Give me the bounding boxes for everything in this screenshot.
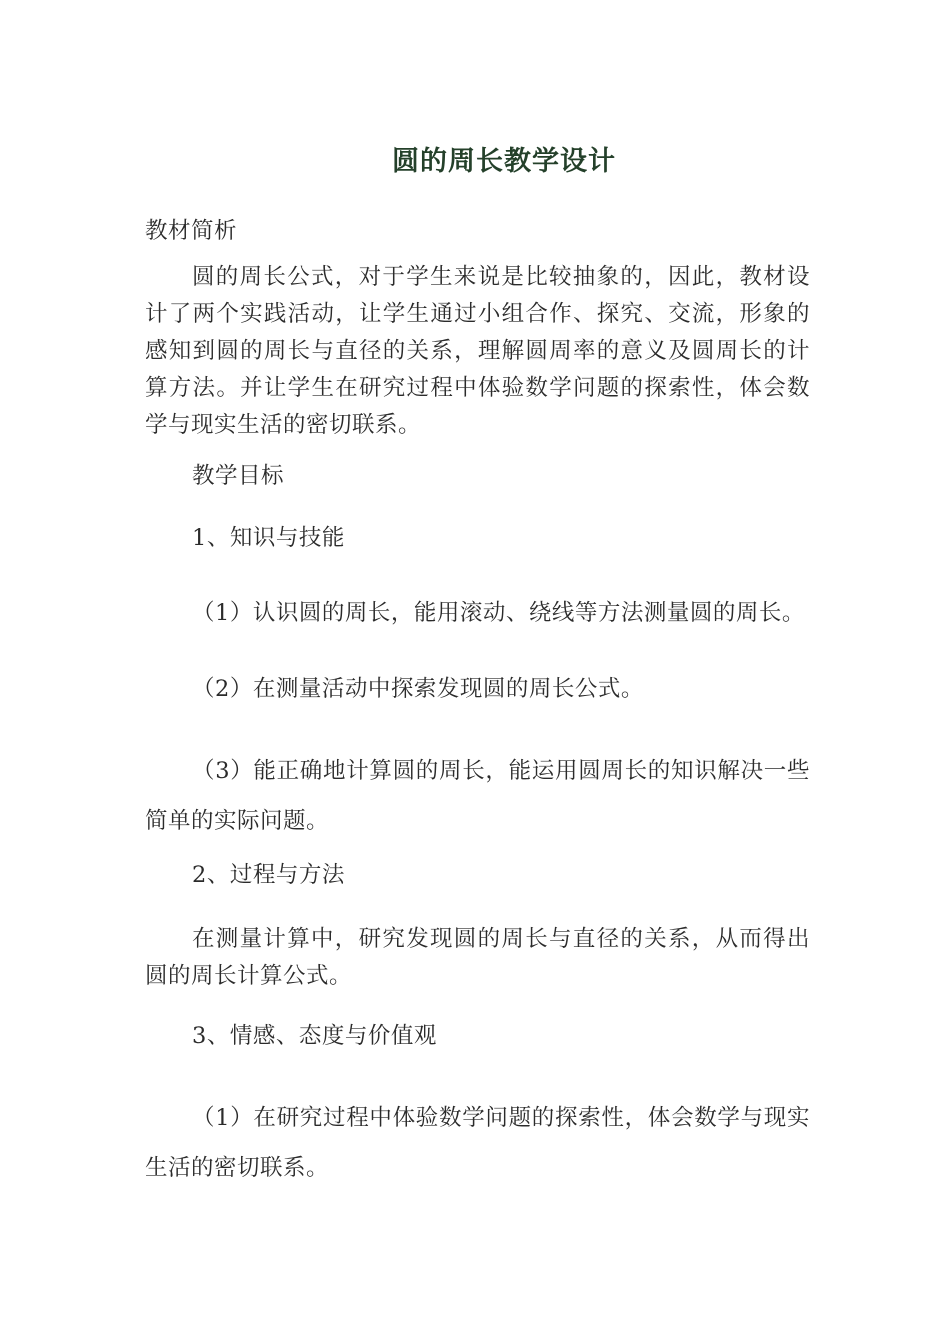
goal2-paragraph: 在测量计算中，研究发现圆的周长与直径的关系，从而得出圆的周长计算公式。 [145,926,810,989]
section-heading-materials: 教材简析 [145,218,238,244]
document-title: 圆的周长教学设计 [392,146,616,177]
materials-paragraph: 圆的周长公式，对于学生来说是比较抽象的，因此，教材设计了两个实践活动，让学生通过小组合作、探究、交流，形象的感知到圆的周长与直径的关系，理解圆周率的意义及圆周长的计算方法。并让学生在研究过程中体验数学问题的探索性，体会数学与现实生活的密切联系。 [145,264,810,438]
goal1-item2: （2）在测量活动中探索发现圆的周长公式。 [192,676,644,702]
goal2-heading: 2、过程与方法 [192,862,345,888]
goal1-item3: （3）能正确地计算圆的周长，能运用圆周长的知识解决一些简单的实际问题。 [145,758,810,834]
section-heading-goals: 教学目标 [192,463,285,489]
goal1-item1: （1）认识圆的周长，能用滚动、绕线等方法测量圆的周长。 [192,600,805,626]
goal1-heading: 1、知识与技能 [192,525,345,551]
goal3-item1: （1）在研究过程中体验数学问题的探索性，体会数学与现实生活的密切联系。 [145,1105,810,1181]
goal3-heading: 3、情感、态度与价值观 [192,1023,437,1049]
